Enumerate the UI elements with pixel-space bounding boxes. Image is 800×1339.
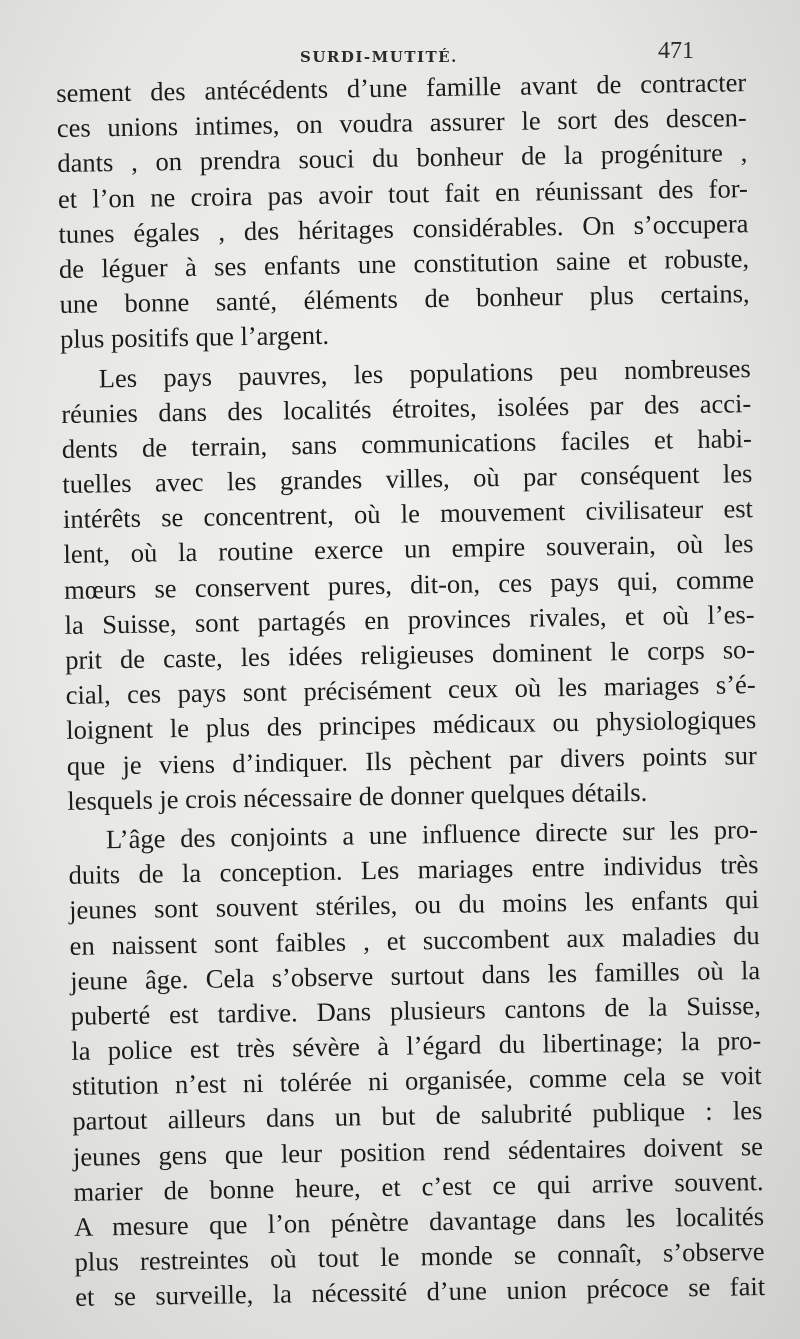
- running-title: SURDI-MUTITÉ.: [300, 48, 458, 66]
- text-line: et l’on ne croira pas avoir tout fait en réunissant des for-: [57, 172, 749, 214]
- paragraph: [60, 351, 757, 819]
- text-line: jeunes gens que leur position rend sédentaires doivent se: [72, 1130, 764, 1172]
- text-line: intérêts se concentrent, où le mouvement civilisateur est: [62, 493, 754, 535]
- text-line: prit de caste, les idées religieuses dominent le corps so-: [64, 634, 756, 675]
- text-line: Les pays pauvres, les populations peu nombreuses: [98, 352, 751, 393]
- text-line: lent, où la routine exerce un empire souverain, où les: [63, 528, 754, 570]
- text-line: partout ailleurs dans un but de salubrité publique : les: [72, 1095, 763, 1137]
- text-line: sement des antécédents d’une famille avant de contracter: [56, 67, 747, 108]
- text-line: tunes égales , des héritages considérables. On s’occupera: [58, 207, 749, 249]
- paragraph: [68, 812, 766, 1315]
- text-line: jeune âge. Cela s’observe surtout dans les familles où la: [69, 954, 761, 996]
- text-line: plus restreintes où tout le monde se connaît, s’observe: [74, 1236, 765, 1278]
- text-line: de léguer à ses enfants une constitution saine et robuste,: [58, 243, 750, 284]
- body-text: [56, 65, 765, 1315]
- text-line: tuelles avec les grandes villes, où par conséquent les: [62, 458, 753, 500]
- text-line: duits de la conception. Les mariages entre individus très: [68, 849, 759, 891]
- text-line: que je viens d’indiquer. Ils pèchent par divers points sur: [66, 739, 757, 781]
- text-line: une bonne santé, éléments de bonheur plus certains,: [59, 278, 750, 320]
- text-line: cial, ces pays sont précisément ceux où les mariages s’é-: [65, 669, 756, 711]
- paragraph: [56, 65, 750, 357]
- text-line: A mesure que l’on pénètre davantage dans les localités: [73, 1201, 765, 1242]
- text-line: la Suisse, sont partagés en provinces rivales, et où l’es-: [64, 598, 755, 640]
- text-line: en naissent sont faibles , et succombent aux maladies du: [69, 919, 760, 961]
- text-line: L’âge des conjoints a une influence directe sur les pro-: [105, 814, 759, 855]
- text-line: lesquels je crois nécessaire de donner quelques détails.: [67, 776, 648, 816]
- text-line: la police est très sévère à l’égard du libertinage; la pro-: [71, 1025, 762, 1066]
- text-line: jeunes sont souvent stériles, ou du moins les enfants qui: [68, 884, 760, 926]
- text-line: plus positifs que l’argent.: [59, 320, 330, 355]
- text-line: stitution n’est ni tolérée ni organisée, comme cela se voit: [71, 1060, 763, 1102]
- text-line: dants , on prendra souci du bonheur de la progéniture ,: [57, 137, 748, 179]
- text-line: marier de bonne heure, et c’est ce qui arrive souvent.: [73, 1165, 764, 1207]
- text-line: dents de terrain, sans communications faciles et habi-: [61, 422, 753, 464]
- text-line: mœurs se conservent pures, dit-on, ces pays qui, comme: [63, 563, 755, 605]
- page-number: 471: [658, 38, 694, 64]
- text-line: puberté est tardive. Dans plusieurs cantons de la Suisse,: [70, 989, 761, 1031]
- text-line: réunies dans des localités étroites, isolées par des acci-: [61, 387, 752, 429]
- text-line: ces unions intimes, on voudra assurer le sort des descen-: [56, 102, 747, 144]
- text-line: loignent le plus des principes médicaux ou physiologiques: [66, 704, 757, 746]
- text-line: et se surveille, la nécessité d’une union précoce se fait: [74, 1271, 766, 1313]
